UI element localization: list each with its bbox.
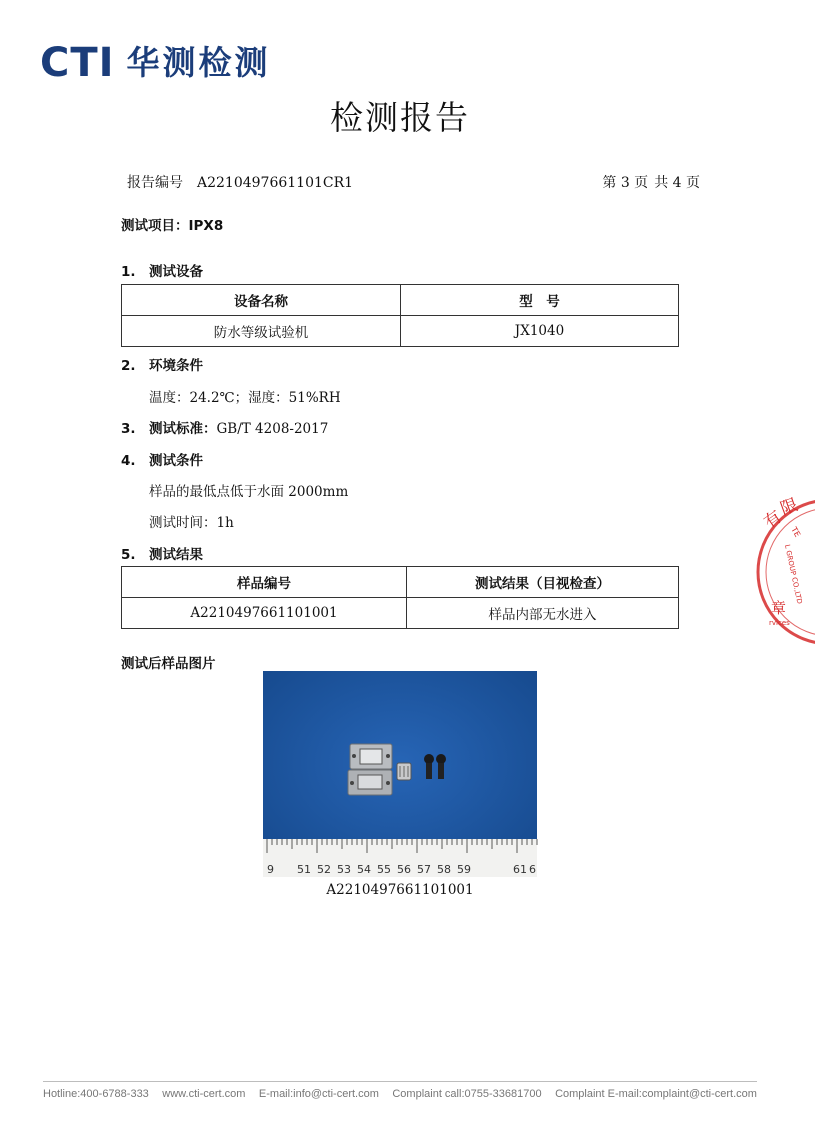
table-header-row <box>122 567 679 598</box>
conditions-line-1: 样品的最低点低于水面 2000mm <box>149 484 349 500</box>
section-equipment-heading: 1. 测试设备 <box>121 264 203 280</box>
table-row <box>122 598 679 629</box>
seal-text: TE <box>789 525 803 539</box>
ruler-number: 58 <box>437 863 451 876</box>
section-standard: 3. 测试标准：GB/T 4208-2017 <box>121 421 329 437</box>
company-seal <box>755 485 815 664</box>
logo-chinese: 华测检测 <box>126 43 271 82</box>
footer-divider <box>43 1081 757 1082</box>
page-footer <box>43 1088 757 1100</box>
section-results-heading: 5. 测试结果 <box>121 547 203 563</box>
seal-text: rvices <box>769 619 790 627</box>
table-cell: 防水等级试验机 <box>122 316 401 347</box>
result-table <box>121 566 679 629</box>
table-header-row <box>122 285 679 316</box>
table-row <box>122 316 679 347</box>
ruler-number: 9 <box>267 863 274 876</box>
document-title: 检测报告 <box>330 98 470 137</box>
environment-text: 温度：24.2℃；湿度：51%RH <box>149 390 341 406</box>
seal-char: 限 <box>777 495 801 520</box>
table-header-cell: 型 号 <box>401 285 679 316</box>
seal-char: 有 <box>760 506 786 534</box>
ruler-number: 52 <box>317 863 331 876</box>
table-cell: 样品内部无水进入 <box>407 598 679 629</box>
section-conditions-heading: 4. 测试条件 <box>121 453 203 469</box>
table-cell: A2210497661101001 <box>122 598 407 629</box>
seal-text: L GROUP CO.,LTD <box>783 543 804 605</box>
ruler-number: 57 <box>417 863 431 876</box>
ruler-number: 59 <box>457 863 471 876</box>
conditions-line-2: 测试时间：1h <box>149 515 234 531</box>
company-logo <box>40 40 271 86</box>
page-current: 第 3 页 <box>602 175 649 191</box>
table-header-cell: 样品编号 <box>122 567 407 598</box>
page-total: 共 4 页 <box>654 175 700 191</box>
footer-hotline: Hotline:400-6788-333 <box>43 1088 149 1100</box>
report-number <box>127 172 353 192</box>
ruler-number: 54 <box>357 863 371 876</box>
ruler-number: 53 <box>337 863 351 876</box>
seal-char: 章 <box>771 599 787 617</box>
report-number-label: 报告编号 <box>127 175 183 191</box>
photo-heading: 测试后样品图片 <box>121 656 216 672</box>
table-header-cell: 测试结果（目视检查） <box>407 567 679 598</box>
ruler-number: 51 <box>297 863 311 876</box>
footer-complaint-email: Complaint E-mail:complaint@cti-cert.com <box>555 1088 757 1100</box>
ruler-number: 6 <box>529 863 536 876</box>
photo-caption: A2210497661101001 <box>326 882 474 898</box>
logo-latin: CTI <box>40 40 115 86</box>
page-indicator <box>602 172 700 192</box>
footer-website: www.cti-cert.com <box>162 1088 246 1100</box>
section-environment-heading: 2. 环境条件 <box>121 358 203 374</box>
ruler-number: 55 <box>377 863 391 876</box>
test-item: 测试项目：IPX8 <box>121 218 224 234</box>
report-number-value: A2210497661101CR1 <box>197 175 354 191</box>
sample-photo-drawing <box>263 671 537 877</box>
equipment-table <box>121 284 679 347</box>
table-cell: JX1040 <box>401 316 679 347</box>
ruler-number: 56 <box>397 863 411 876</box>
sample-photo <box>263 671 537 877</box>
ruler-number: 61 <box>513 863 527 876</box>
table-header-cell: 设备名称 <box>122 285 401 316</box>
footer-email: E-mail:info@cti-cert.com <box>258 1088 379 1100</box>
footer-complaint-call: Complaint call:0755-33681700 <box>392 1088 542 1100</box>
standard-value: GB/T 4208-2017 <box>216 421 329 437</box>
